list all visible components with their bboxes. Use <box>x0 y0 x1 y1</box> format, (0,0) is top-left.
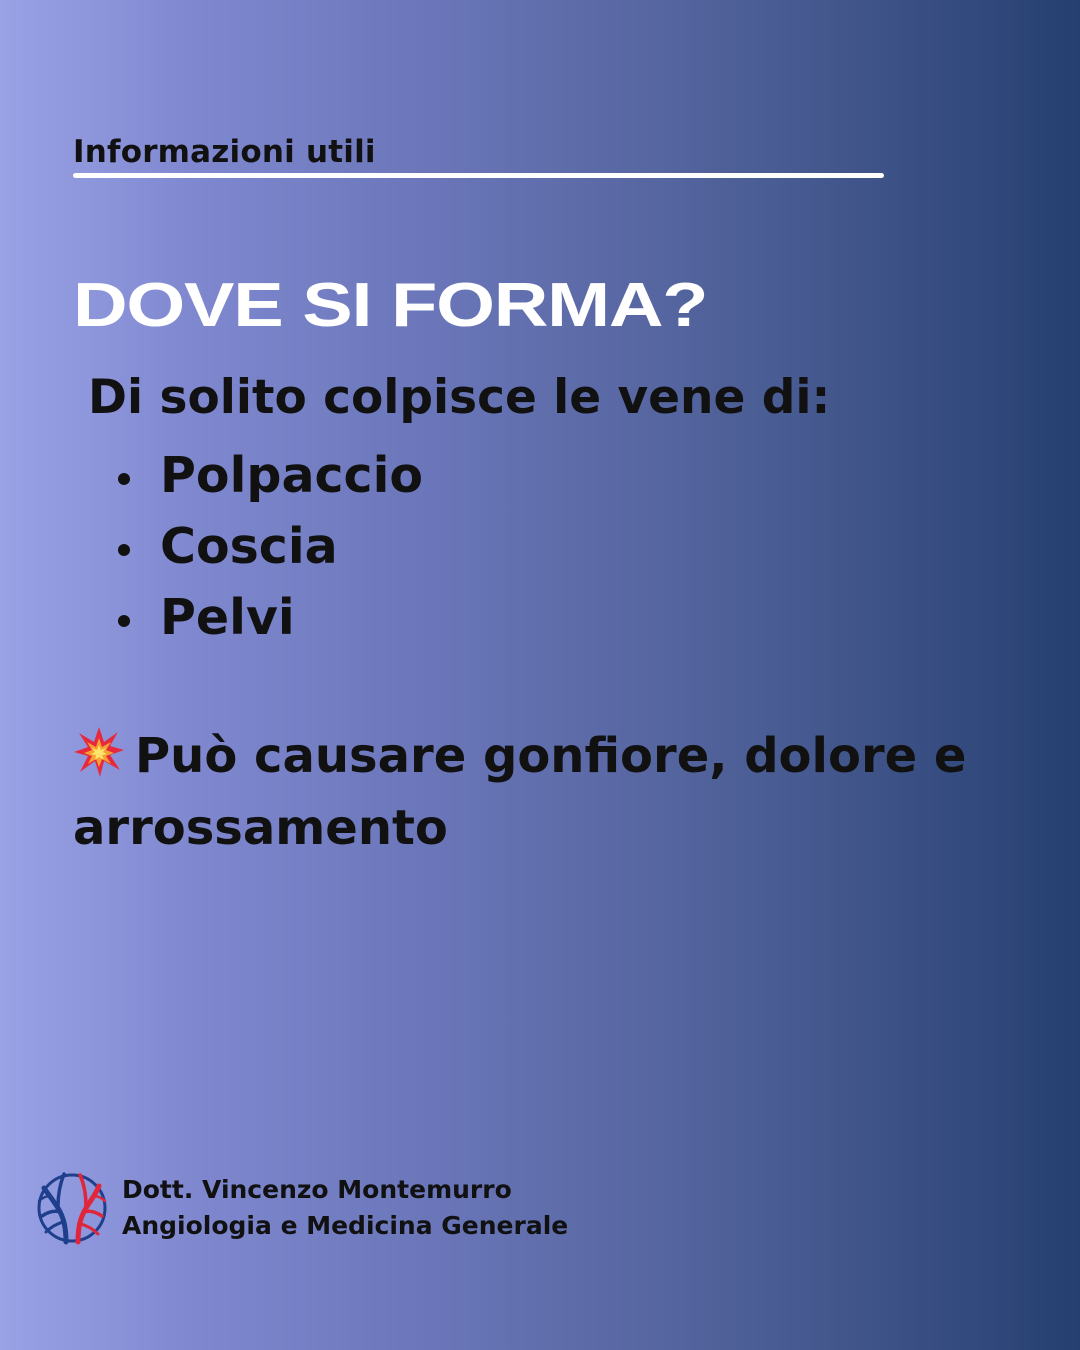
footer-text <box>122 1172 568 1244</box>
divider <box>73 173 884 178</box>
doctor-name: Dott. Vincenzo Montemurro <box>122 1175 512 1204</box>
list-item-label: Coscia <box>160 518 338 575</box>
bullet-icon <box>118 615 130 627</box>
symptoms-text: Può causare gonfiore, dolore e arrossamento <box>73 728 967 856</box>
list-item <box>118 440 423 511</box>
intro-text: Di solito colpisce le vene di: <box>88 370 831 425</box>
list-item <box>118 511 423 582</box>
footer <box>36 1170 568 1246</box>
symptoms-note <box>73 720 973 864</box>
veins-logo-icon <box>36 1170 108 1246</box>
collision-icon <box>73 726 125 778</box>
list-item-label: Pelvi <box>160 589 295 646</box>
section-label: Informazioni utili <box>73 134 376 170</box>
page-title: DOVE SI FORMA? <box>73 271 708 340</box>
bullet-icon <box>118 473 130 485</box>
affected-veins-list <box>118 440 423 653</box>
list-item <box>118 582 423 653</box>
bullet-icon <box>118 544 130 556</box>
doctor-specialty: Angiologia e Medicina Generale <box>122 1211 569 1240</box>
list-item-label: Polpaccio <box>160 447 424 504</box>
